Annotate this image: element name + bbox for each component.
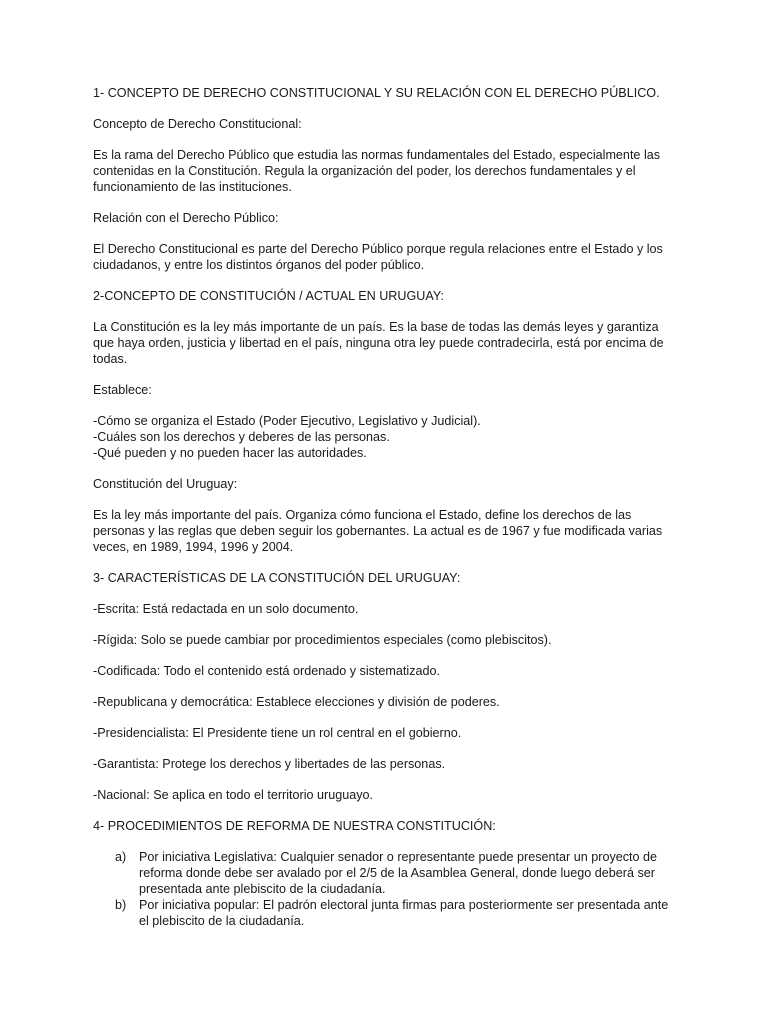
caracteristica-item: -Escrita: Está redactada en un solo documento. <box>93 602 359 616</box>
concepto-paragraph: Es la rama del Derecho Público que estudia las normas fundamentales del Estado, especialmente las contenidas en la Constitución. Regula la organización del poder, los derechos fundamentales y el funcionamiento de las instituciones. <box>93 148 661 194</box>
list-item-text: Por iniciativa popular: El padrón electoral junta firmas para posteriormente ser presentada ante el plebiscito de la ciudadanía. <box>139 898 669 928</box>
caracteristica-item: -Nacional: Se aplica en todo el territorio uruguayo. <box>93 788 374 802</box>
section-heading-2: 2-CONCEPTO DE CONSTITUCIÓN / ACTUAL EN URUGUAY: <box>93 289 445 303</box>
document-page <box>93 85 678 929</box>
concepto-subtitle: Concepto de Derecho Constitucional: <box>93 117 302 131</box>
caracteristica-item: -Garantista: Protege los derechos y libertades de las personas. <box>93 757 446 771</box>
caracteristica-item: -Presidencialista: El Presidente tiene un rol central en el gobierno. <box>93 726 462 740</box>
establece-list <box>93 413 678 461</box>
uruguay-paragraph: Es la ley más importante del país. Organiza cómo funciona el Estado, define los derechos de las personas y las reglas que deben seguir los gobernantes. La actual es de 1967 y fue modificada varias veces, en 1989, 1994, 1996 y 2004. <box>93 508 663 554</box>
reforma-list <box>93 849 678 929</box>
list-marker: a) <box>115 850 127 864</box>
list-item: -Qué pueden y no pueden hacer las autoridades. <box>93 446 367 460</box>
relacion-subtitle: Relación con el Derecho Público: <box>93 211 279 225</box>
relacion-paragraph: El Derecho Constitucional es parte del Derecho Público porque regula relaciones entre el Estado y los ciudadanos, y entre los distintos órganos del poder público. <box>93 242 663 272</box>
list-item-text: Por iniciativa Legislativa: Cualquier senador o representante puede presentar un proyecto de reforma donde debe ser avalado por el 2/5 de la Asamblea General, donde luego deberá ser presentada ante plebiscito de la ciudadanía. <box>139 850 658 896</box>
list-item: -Cómo se organiza el Estado (Poder Ejecutivo, Legislativo y Judicial). <box>93 414 481 428</box>
section-heading-3: 3- CARACTERÍSTICAS DE LA CONSTITUCIÓN DEL URUGUAY: <box>93 571 461 585</box>
constitucion-paragraph: La Constitución es la ley más importante de un país. Es la base de todas las demás leyes y garantiza que haya orden, justicia y libertad en el país, ninguna otra ley puede contradecirla, está por encima de todas. <box>93 320 664 366</box>
establece-subtitle: Establece: <box>93 383 152 397</box>
caracteristica-item: -Rígida: Solo se puede cambiar por procedimientos especiales (como plebiscitos). <box>93 633 552 647</box>
uruguay-subtitle: Constitución del Uruguay: <box>93 477 238 491</box>
list-item <box>93 849 678 897</box>
list-marker: b) <box>115 898 127 912</box>
list-item: -Cuáles son los derechos y deberes de las personas. <box>93 430 390 444</box>
list-item <box>93 897 678 929</box>
section-heading-4: 4- PROCEDIMIENTOS DE REFORMA DE NUESTRA CONSTITUCIÓN: <box>93 819 496 833</box>
caracteristica-item: -Republicana y democrática: Establece elecciones y división de poderes. <box>93 695 500 709</box>
caracteristica-item: -Codificada: Todo el contenido está ordenado y sistematizado. <box>93 664 441 678</box>
section-heading-1: 1- CONCEPTO DE DERECHO CONSTITUCIONAL Y SU RELACIÓN CON EL DERECHO PÚBLICO. <box>93 86 660 100</box>
